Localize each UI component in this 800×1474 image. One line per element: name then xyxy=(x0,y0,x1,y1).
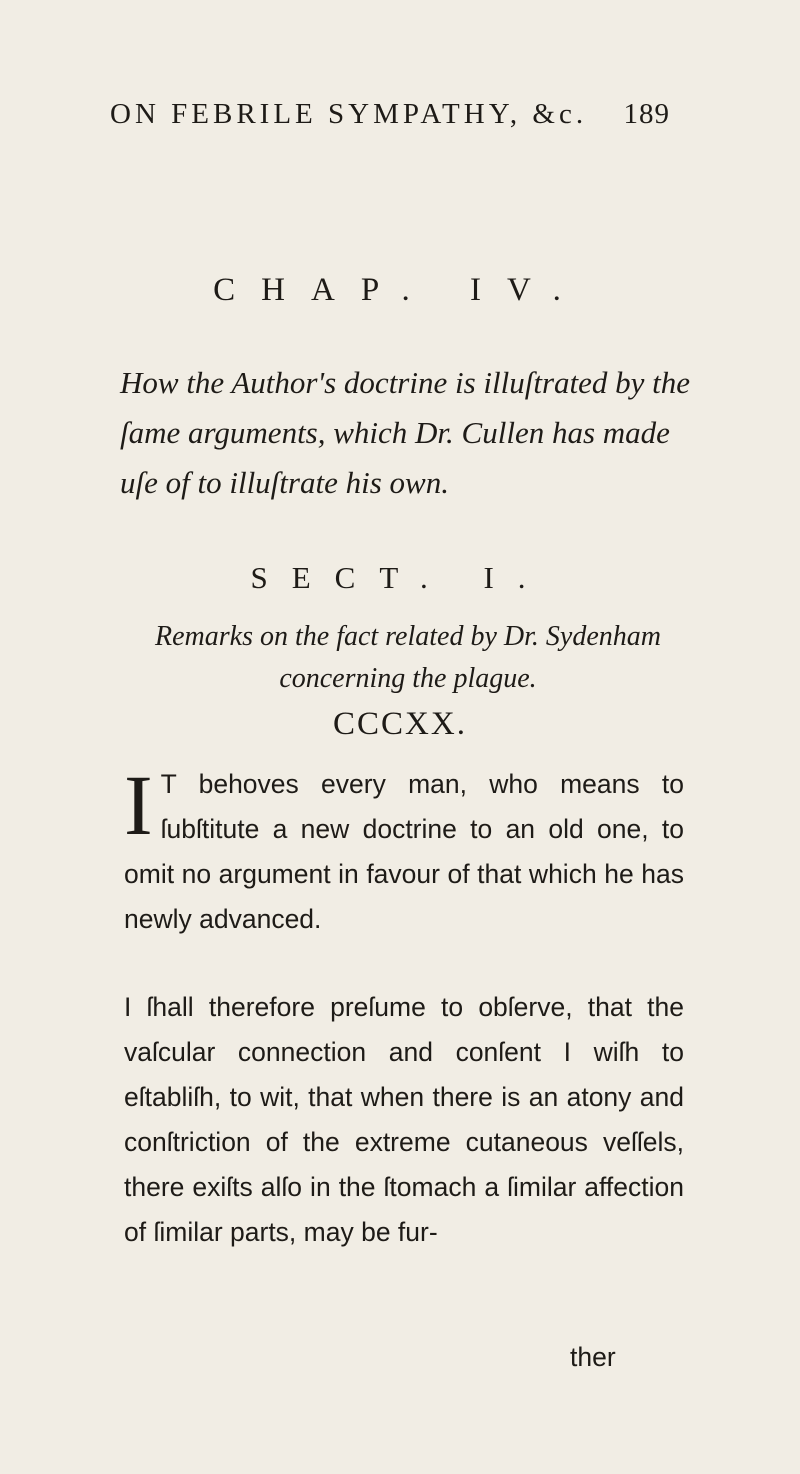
drop-cap: I xyxy=(124,757,153,853)
chapter-heading: CHAP. IV. xyxy=(213,272,587,308)
section-title: Remarks on the fact related by Dr. Sydenham concerning the plague. xyxy=(155,621,661,694)
paragraph-1-text: T behoves every man, who means to ſubſtitute a new doctrine to an old one, to omit no argument in favour of that which he has newly advanced. xyxy=(124,769,684,934)
running-head-title: ON FEBRILE SYMPATHY, &c. xyxy=(110,98,588,130)
page-number: 189 xyxy=(623,98,670,130)
paragraph-2-text: I ſhall therefore preſume to obſerve, that the vaſcular connection and conſent I wiſh to eſtabliſh, to wit, that when there is an atony and conſtriction of the extreme cutaneous veſſels, there exiſts alſo in the ſtomach a ſimilar affection of ſimilar parts, may be fur- xyxy=(124,992,684,1247)
paragraph-1 xyxy=(124,757,684,942)
article-number: CCCXX. xyxy=(333,706,467,742)
paragraph-2 xyxy=(124,985,684,1255)
section-heading: SECT. I. xyxy=(250,560,550,595)
catchword: ther xyxy=(570,1342,616,1372)
chapter-title: How the Author's doctrine is illuſtrated by the ſame arguments, which Dr. Cullen has made uſe of to illuſtrate his own. xyxy=(120,365,691,500)
running-head xyxy=(110,98,670,131)
